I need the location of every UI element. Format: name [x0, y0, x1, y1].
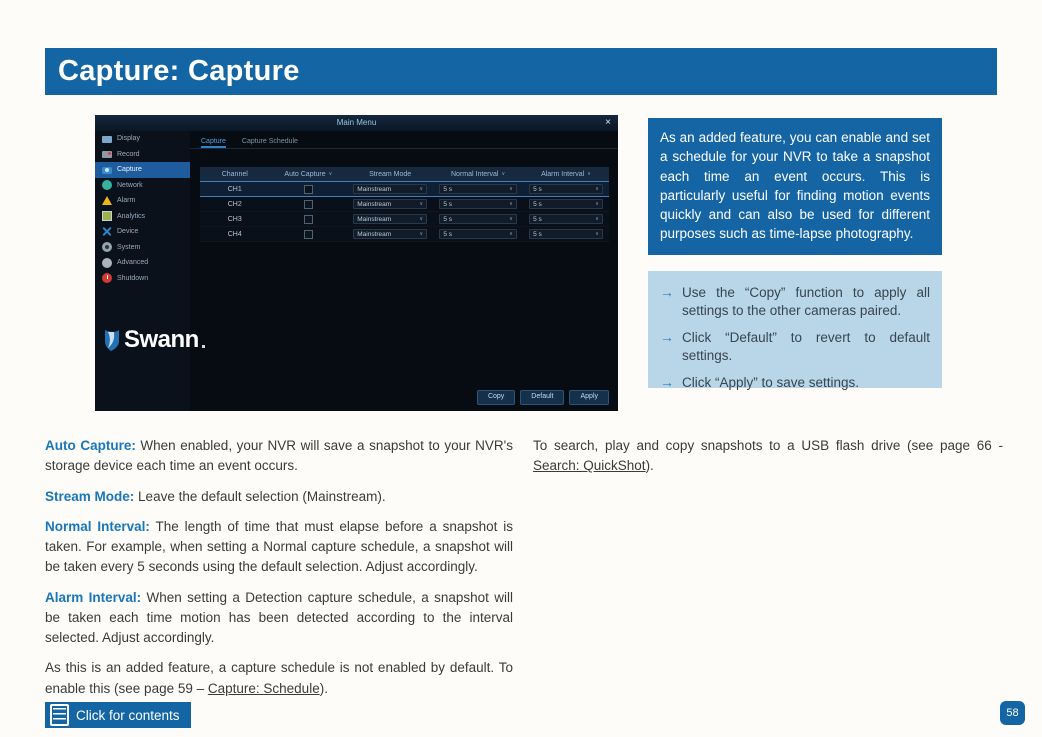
term-label: Normal Interval: [45, 518, 150, 534]
tip-item: → Click “Apply” to save settings. [660, 374, 860, 391]
paragraph-normal-interval: Normal Interval: The length of time that must elapse before a snapshot is taken. For example, when setting a Normal capture schedule, a snapshot will be taken every 5 seconds using the default selection. Adjust accordingly. [45, 518, 513, 575]
apply-button[interactable]: Apply [569, 390, 609, 405]
term-label: Stream Mode: [45, 488, 135, 504]
feature-info-text: As an added feature, you can enable and set a schedule for your NVR to take a snapshot each time an event occurs. This is particularly useful for finding motion events quickly and can also be used for different purposes such as time-lapse photography. [660, 130, 930, 242]
tab-capture[interactable]: Capture [201, 138, 226, 148]
swann-logo [103, 326, 205, 354]
chevron-down-icon: ∨ [509, 231, 513, 237]
col-header-stream-mode: Stream Mode [369, 170, 412, 178]
display-icon [102, 136, 112, 143]
chevron-down-icon: ∨ [419, 231, 424, 237]
alarm-interval-select[interactable]: 5 s ∨ [529, 199, 603, 209]
default-button[interactable]: Default [520, 390, 564, 405]
stream-mode-select[interactable]: Mainstream ∨ [353, 229, 427, 239]
chevron-down-icon: ∨ [587, 171, 591, 177]
swann-logo-text: Swann [124, 326, 199, 353]
paragraph-stream-mode: Stream Mode: Leave the default selection (Mainstream). [45, 488, 386, 504]
normal-interval-select[interactable]: 5 s ∨ [439, 184, 516, 194]
paragraph-quickshot-note: To search, play and copy snapshots to a USB flash drive (see page 66 - Search: QuickShot). [533, 438, 1003, 474]
chevron-down-icon: ∨ [595, 201, 599, 207]
swann-shield-icon [103, 329, 121, 351]
page-header [45, 48, 997, 95]
page-number-badge: 58 [1000, 701, 1025, 725]
trademark-mark [202, 345, 205, 348]
channel-label: CH1 [227, 185, 242, 193]
body-right-column [533, 436, 1003, 487]
contents-button[interactable] [45, 702, 191, 728]
paragraph-alarm-interval: Alarm Interval: When setting a Detection capture schedule, a snapshot will be taken each time motion has been detected according to the interval selected. Adjust accordingly. [45, 589, 513, 645]
sidebar-item-system[interactable]: System [95, 240, 190, 256]
alarm-interval-select[interactable]: 5 s ∨ [529, 214, 603, 224]
alarm-interval-select[interactable]: 5 s ∨ [529, 229, 603, 239]
chevron-down-icon: ∨ [595, 186, 599, 192]
sidebar-item-network[interactable]: Network [95, 178, 190, 194]
normal-interval-select[interactable]: 5 s ∨ [439, 229, 516, 239]
device-icon [102, 227, 112, 237]
body-left-column [45, 436, 513, 709]
nvr-tabs [190, 131, 618, 149]
sidebar-item-capture[interactable]: Capture [95, 162, 190, 178]
chevron-down-icon: ∨ [509, 216, 513, 222]
sidebar-item-advanced[interactable]: Advanced [95, 255, 190, 271]
advanced-icon [102, 258, 112, 268]
col-header-auto-capture[interactable]: Auto Capture ∨ [284, 170, 333, 178]
sidebar-item-device[interactable]: Device [95, 224, 190, 240]
sidebar-item-alarm[interactable]: Alarm [95, 193, 190, 209]
alarm-icon [102, 196, 112, 205]
capture-schedule-link[interactable]: Capture: Schedule [207, 680, 320, 696]
table-row [200, 181, 609, 197]
chevron-down-icon: ∨ [419, 201, 424, 207]
channel-label: CH4 [227, 230, 242, 238]
chevron-down-icon: ∨ [509, 201, 513, 207]
tab-capture-schedule[interactable]: Capture Schedule [241, 138, 298, 145]
feature-info-box [648, 118, 942, 255]
tips-box [648, 271, 942, 391]
nvr-titlebar [95, 115, 618, 131]
table-row [200, 212, 609, 227]
paragraph-auto-capture: Auto Capture: When enabled, your NVR will save a snapshot to your NVR's storage device each time an event occurs. [45, 438, 513, 474]
tip-item: → Use the “Copy” function to apply all settings to the other cameras paired. [660, 284, 930, 318]
chevron-down-icon: ∨ [328, 171, 333, 177]
capture-settings-table [200, 167, 609, 242]
col-header-channel: Channel [221, 170, 248, 178]
arrow-right-icon: → [660, 284, 674, 300]
contents-button-label: Click for contents [76, 707, 180, 723]
chevron-down-icon: ∨ [419, 186, 424, 192]
nvr-content [190, 131, 618, 411]
search-quickshot-link[interactable]: Search: QuickShot [533, 458, 646, 474]
stream-mode-select[interactable]: Mainstream ∨ [353, 214, 427, 224]
nvr-action-buttons [477, 390, 609, 405]
page-title: Capture: Capture [58, 55, 300, 87]
term-label: Auto Capture: [45, 438, 136, 453]
auto-capture-checkbox[interactable] [304, 215, 313, 224]
record-icon [102, 151, 112, 158]
network-icon [102, 180, 112, 190]
sidebar-item-display[interactable]: Display [95, 131, 190, 147]
table-header-row [200, 167, 609, 181]
tip-item: → Click “Default” to revert to default settings. [660, 329, 930, 363]
arrow-right-icon: → [660, 329, 674, 346]
stream-mode-select[interactable]: Mainstream ∨ [353, 199, 427, 209]
system-gear-icon [102, 242, 112, 252]
stream-mode-select[interactable]: Mainstream ∨ [353, 184, 427, 194]
window-title: Main Menu [336, 118, 377, 127]
sidebar-item-record[interactable]: Record [95, 147, 190, 163]
normal-interval-select[interactable]: 5 s ∨ [439, 199, 516, 209]
col-header-normal-interval[interactable]: Normal Interval ∨ [451, 170, 506, 178]
chevron-down-icon: ∨ [501, 171, 506, 177]
nvr-screenshot [95, 115, 618, 411]
chevron-down-icon: ∨ [595, 231, 599, 237]
arrow-right-icon: → [660, 374, 674, 391]
table-row [200, 197, 609, 212]
col-header-alarm-interval[interactable]: Alarm Interval ∨ [541, 170, 591, 178]
channel-label: CH3 [227, 215, 242, 223]
copy-button[interactable]: Copy [477, 390, 515, 405]
auto-capture-checkbox[interactable] [304, 185, 313, 194]
paragraph-schedule-note: As this is an added feature, a capture schedule is not enabled by default. To enable this (see page 59 – Capture: Schedule). [45, 660, 513, 696]
normal-interval-select[interactable]: 5 s ∨ [439, 214, 516, 224]
term-label: Alarm Interval: [45, 589, 142, 605]
chevron-down-icon: ∨ [595, 216, 599, 222]
sidebar-item-shutdown[interactable]: Shutdown [95, 271, 190, 287]
auto-capture-checkbox[interactable] [304, 230, 313, 239]
table-row [200, 227, 609, 242]
alarm-interval-select[interactable]: 5 s ∨ [529, 184, 603, 194]
channel-label: CH2 [227, 200, 242, 208]
chevron-down-icon: ∨ [419, 216, 424, 222]
auto-capture-checkbox[interactable] [304, 200, 313, 209]
contents-list-icon [50, 704, 69, 726]
capture-icon [102, 167, 112, 174]
chevron-down-icon: ∨ [509, 186, 513, 192]
sidebar-item-analytics[interactable]: Analytics [95, 209, 190, 225]
analytics-icon [102, 211, 112, 221]
close-icon[interactable]: × [605, 117, 611, 128]
nvr-sidebar [95, 131, 190, 411]
shutdown-power-icon [102, 273, 112, 283]
